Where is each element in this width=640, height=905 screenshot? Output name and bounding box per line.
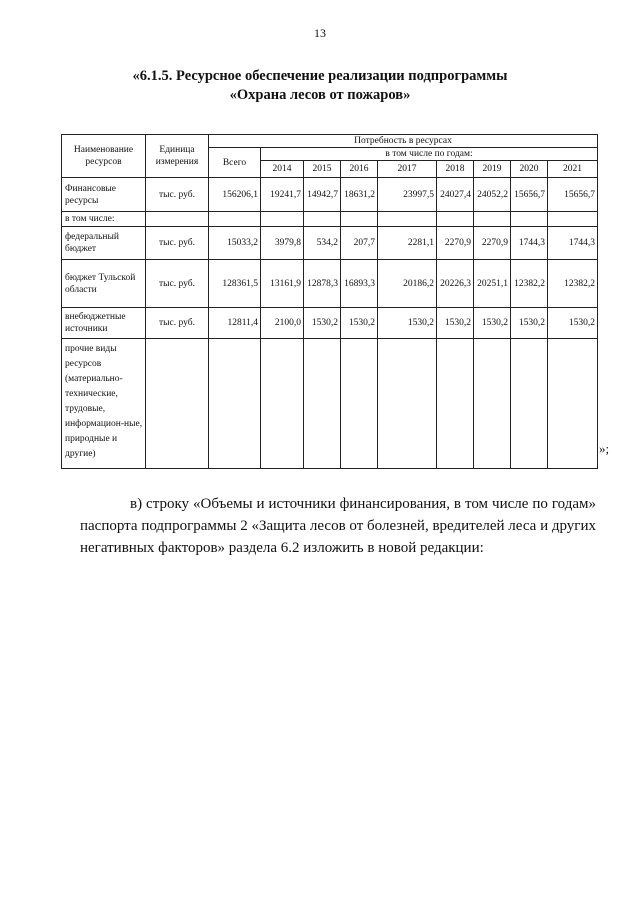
row-name: внебюджетные источники (62, 308, 146, 339)
row-value: 1530,2 (341, 308, 378, 339)
header-year: 2015 (304, 161, 341, 178)
row-value: 12878,3 (304, 260, 341, 308)
row-value: 15656,7 (548, 178, 598, 212)
row-value: 24027,4 (437, 178, 474, 212)
row-value: 18631,2 (341, 178, 378, 212)
row-value: 1530,2 (548, 308, 598, 339)
row-value (474, 212, 511, 227)
row-value (261, 212, 304, 227)
row-value (511, 212, 548, 227)
row-value: 13161,9 (261, 260, 304, 308)
row-value (437, 339, 474, 469)
header-year: 2017 (378, 161, 437, 178)
row-value (378, 339, 437, 469)
table-row (62, 178, 598, 212)
row-value (511, 339, 548, 469)
row-value: 1530,2 (437, 308, 474, 339)
row-unit: тыс. руб. (146, 227, 209, 260)
body-paragraph: в) строку «Объемы и источники финансирования, в том числе по годам» паспорта подпрограммы 2 «Защита лесов от болезней, вредителей леса и других негативных факторов» раздела 6.2 изложить в новой редакции: (80, 496, 596, 556)
row-value (304, 339, 341, 469)
resources-table (61, 134, 598, 469)
row-value: 2270,9 (437, 227, 474, 260)
row-value: 20186,2 (378, 260, 437, 308)
row-name: в том числе: (62, 212, 146, 227)
row-value: 2270,9 (474, 227, 511, 260)
row-value: 207,7 (341, 227, 378, 260)
row-value (378, 212, 437, 227)
row-value: 1530,2 (378, 308, 437, 339)
row-total: 156206,1 (209, 178, 261, 212)
page-number: 13 (314, 26, 326, 40)
header-unit: Единица измерения (146, 135, 209, 178)
header-year: 2019 (474, 161, 511, 178)
row-value: 1744,3 (511, 227, 548, 260)
row-value: 16893,3 (341, 260, 378, 308)
row-value: 12382,2 (548, 260, 598, 308)
row-value (261, 339, 304, 469)
row-name: прочие виды ресурсов (материально-технические, трудовые, информацион-ные, природные и другие) (62, 339, 146, 469)
table-row (62, 339, 598, 469)
header-need: Потребность в ресурсах (209, 135, 598, 148)
row-unit (146, 212, 209, 227)
row-value (341, 212, 378, 227)
table-closing-quote: »; (599, 441, 610, 456)
table-row (62, 227, 598, 260)
row-value (437, 212, 474, 227)
row-value: 24052,2 (474, 178, 511, 212)
header-year: 2016 (341, 161, 378, 178)
row-value: 1530,2 (474, 308, 511, 339)
row-value: 15656,7 (511, 178, 548, 212)
row-value: 1744,3 (548, 227, 598, 260)
section-title-line-1: «6.1.5. Ресурсное обеспечение реализации подпрограммы (132, 68, 508, 84)
table-row (62, 212, 598, 227)
row-name: федеральный бюджет (62, 227, 146, 260)
header-year: 2018 (437, 161, 474, 178)
header-year: 2020 (511, 161, 548, 178)
table-row (62, 260, 598, 308)
table-row (62, 308, 598, 339)
row-name: бюджет Тульской области (62, 260, 146, 308)
section-title (0, 67, 640, 105)
row-unit: тыс. руб. (146, 260, 209, 308)
row-unit: тыс. руб. (146, 178, 209, 212)
row-value: 3979,8 (261, 227, 304, 260)
row-value: 1530,2 (304, 308, 341, 339)
row-value: 20226,3 (437, 260, 474, 308)
row-value: 12382,2 (511, 260, 548, 308)
row-value (304, 212, 341, 227)
row-value: 23997,5 (378, 178, 437, 212)
row-unit: тыс. руб. (146, 308, 209, 339)
row-total: 128361,5 (209, 260, 261, 308)
row-total (209, 339, 261, 469)
row-total (209, 212, 261, 227)
header-year: 2014 (261, 161, 304, 178)
row-unit (146, 339, 209, 469)
header-total: Всего (209, 148, 261, 178)
row-value (474, 339, 511, 469)
row-name: Финансовые ресурсы (62, 178, 146, 212)
row-value: 1530,2 (511, 308, 548, 339)
row-value: 14942,7 (304, 178, 341, 212)
row-value (548, 212, 598, 227)
row-value (548, 339, 598, 469)
header-year: 2021 (548, 161, 598, 178)
header-name: Наименование ресурсов (62, 135, 146, 178)
row-value (341, 339, 378, 469)
row-value: 2100,0 (261, 308, 304, 339)
row-value: 19241,7 (261, 178, 304, 212)
row-total: 15033,2 (209, 227, 261, 260)
row-value: 20251,1 (474, 260, 511, 308)
row-value: 534,2 (304, 227, 341, 260)
row-total: 12811,4 (209, 308, 261, 339)
header-by-years: в том числе по годам: (261, 148, 598, 161)
row-value: 2281,1 (378, 227, 437, 260)
section-title-line-2: «Охрана лесов от пожаров» (229, 87, 411, 103)
